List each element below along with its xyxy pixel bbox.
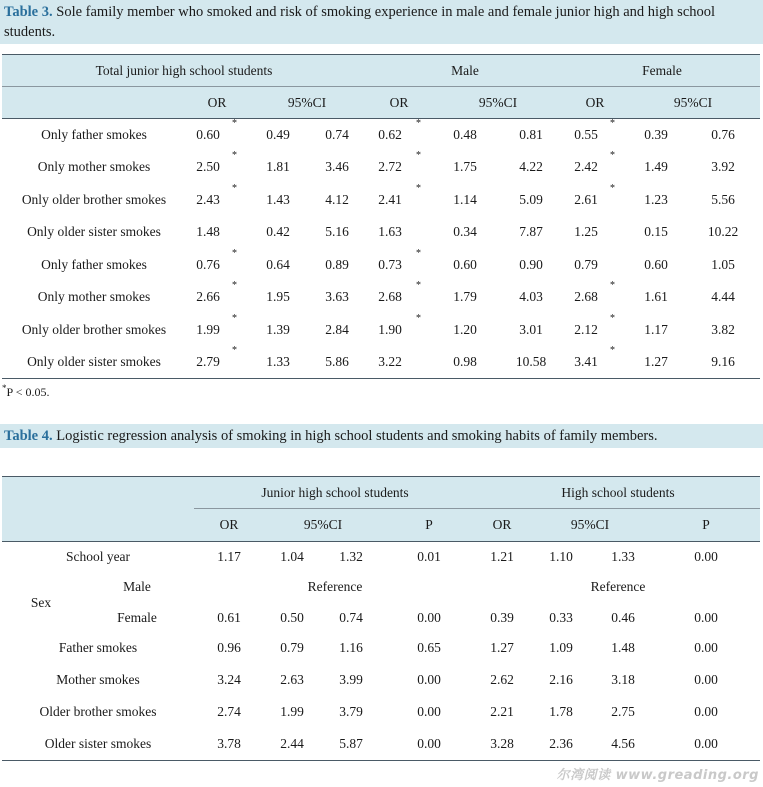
footnote-text: P < 0.05. [6, 385, 50, 399]
table-cell: 3.22 [366, 346, 414, 379]
table4-group-header [2, 477, 760, 509]
row-label: Father smokes [58, 640, 138, 656]
table-cell: 0.90 [519, 256, 543, 272]
significance-mark: * [232, 280, 237, 291]
table-cell: 4.56 [594, 728, 652, 760]
row-label: Only older brother smokes [21, 191, 167, 207]
table-cell: 2.62 [490, 671, 514, 687]
table-cell: 5.16 [325, 224, 349, 240]
table-row [2, 664, 760, 697]
table-cell: 0.42 [266, 224, 290, 240]
table3-column-header [2, 87, 760, 119]
table-row [2, 696, 760, 728]
table-cell: 1.17 [217, 549, 241, 564]
table4-caption-text: Logistic regression analysis of smoking in high school students and smoking habits of family members. [56, 428, 658, 444]
table-cell: 2.21 [490, 704, 514, 719]
significance-mark [608, 216, 626, 249]
table-cell: 1.95 [266, 289, 290, 305]
table4-label: Table 4. [4, 428, 53, 444]
table-cell: 0.39 [490, 609, 514, 625]
table-cell: 3.24 [217, 671, 241, 687]
row-label: Sex [30, 594, 52, 610]
table-cell: 0.61 [217, 609, 241, 625]
significance-mark [230, 216, 248, 249]
table3-group-header [2, 55, 760, 87]
table-cell: 1.33 [248, 346, 308, 379]
table-cell: 0.79 [574, 256, 598, 272]
table-row [2, 346, 760, 379]
table-cell: 2.12 [574, 321, 598, 337]
table-cell: 0.00 [417, 609, 441, 625]
table-cell: 2.75 [611, 704, 635, 719]
table4-col-or: OR [194, 509, 264, 542]
table-cell: 0.01 [417, 549, 441, 564]
significance-mark: * [610, 118, 615, 129]
table-cell: 0.76 [196, 256, 220, 272]
table-cell: 2.61 [574, 191, 598, 207]
table-cell: 0.00 [694, 609, 718, 625]
table-cell: 7.87 [519, 224, 543, 240]
table-cell: 9.16 [686, 346, 760, 379]
table-row [2, 216, 760, 249]
row-label: Only mother smokes [37, 159, 151, 175]
table-cell: 2.42 [574, 159, 598, 175]
significance-mark: * [232, 312, 237, 324]
table-cell: 1.75 [453, 159, 477, 175]
table-row [2, 314, 760, 347]
table3 [2, 54, 760, 379]
table-cell: 1.99 [280, 704, 304, 719]
table3-group-total: Total junior high school students [2, 55, 366, 87]
table-cell: 1.39 [266, 321, 290, 337]
table3-col-or: OR [186, 87, 248, 119]
reference-cell: Reference [590, 579, 646, 594]
table-cell: 3.78 [194, 728, 264, 760]
table-cell: 2.16 [549, 671, 573, 687]
table-cell: 1.48 [196, 224, 220, 240]
significance-mark: * [416, 280, 421, 291]
table-cell: 0.60 [644, 256, 668, 272]
table-cell: 0.50 [280, 609, 304, 625]
significance-mark: * [232, 150, 237, 161]
row-label: Older sister smokes [2, 728, 194, 760]
significance-mark: * [232, 118, 237, 129]
table4-col-p: P [382, 509, 476, 542]
significance-mark [414, 346, 432, 379]
table4 [2, 476, 760, 761]
table-cell: 0.00 [417, 704, 441, 719]
table-cell: 1.21 [490, 549, 514, 564]
table-cell: 0.64 [266, 256, 290, 272]
row-sublabel: Male [123, 579, 151, 594]
table-cell: 1.79 [453, 289, 477, 305]
table-cell: 3.28 [476, 728, 528, 760]
table-cell: 0.00 [417, 671, 441, 687]
table-cell: 0.46 [611, 609, 635, 625]
table-cell: 0.34 [453, 224, 477, 240]
significance-mark: * [232, 247, 237, 259]
table-cell: 0.60 [196, 127, 220, 142]
significance-mark: * [610, 182, 615, 194]
table-cell: 0.00 [694, 640, 718, 656]
table-row [2, 602, 760, 633]
table-cell: 0.81 [519, 127, 543, 142]
table-cell: 2.68 [574, 289, 598, 305]
table-cell: 5.86 [308, 346, 366, 379]
table3-col-or: OR [366, 87, 432, 119]
table-cell: 3.01 [519, 321, 543, 337]
table-cell: 4.03 [519, 289, 543, 305]
significance-mark: * [416, 118, 421, 129]
table3-col-ci: 95%CI [432, 87, 564, 119]
table-cell: 2.63 [280, 671, 304, 687]
table-cell: 2.36 [528, 728, 594, 760]
table-cell: 1.81 [266, 159, 290, 175]
table4-caption [0, 424, 763, 448]
table-row [2, 572, 760, 602]
table-cell: 10.58 [498, 346, 564, 379]
table-row [2, 184, 760, 217]
row-label: School year [65, 549, 131, 564]
table-cell: 0.00 [382, 728, 476, 760]
table-cell: 0.48 [453, 127, 477, 142]
table-cell: 3.99 [339, 671, 363, 687]
significance-mark: * [608, 346, 626, 379]
table-row [2, 119, 760, 152]
table3-caption-text: Sole family member who smoked and risk of smoking experience in male and female junior high and high school students. [4, 4, 716, 40]
table-cell: 0.00 [694, 671, 718, 687]
table-cell: 0.98 [432, 346, 498, 379]
table-cell: 0.89 [325, 256, 349, 272]
watermark: 尔湾阅读 www.greading.org [556, 768, 759, 783]
table-cell: 3.92 [711, 159, 735, 175]
significance-mark: * [416, 312, 421, 324]
table-cell: 0.00 [652, 728, 760, 760]
table-row [2, 728, 760, 760]
table-row [2, 249, 760, 282]
table-cell: 0.55 [574, 127, 598, 142]
table-cell: 1.23 [644, 191, 668, 207]
table-cell: 1.04 [280, 549, 304, 564]
table-cell: 2.84 [325, 321, 349, 337]
significance-mark: * [232, 182, 237, 194]
table-cell: 2.68 [378, 289, 402, 305]
table3-col-or: OR [564, 87, 626, 119]
table-cell: 1.17 [644, 321, 668, 337]
table-cell: 0.00 [694, 704, 718, 719]
table-cell: 1.16 [339, 640, 363, 656]
significance-mark: * [230, 346, 248, 379]
footnote-mark: * [2, 383, 7, 393]
row-label: Only older sister smokes [2, 346, 186, 379]
table-cell: 3.82 [711, 321, 735, 337]
table-cell: 4.12 [325, 191, 349, 207]
table-cell: 1.27 [626, 346, 686, 379]
table-cell: 0.65 [417, 640, 441, 656]
significance-mark: * [416, 182, 421, 194]
table-cell: 0.74 [325, 127, 349, 142]
table-cell: 5.87 [320, 728, 382, 760]
row-label: Older brother smokes [39, 704, 157, 719]
table-cell: 1.14 [453, 191, 477, 207]
table4-group-junior: Junior high school students [194, 477, 476, 509]
table-cell: 3.63 [325, 289, 349, 305]
significance-mark: * [416, 247, 421, 259]
table-cell: 4.44 [711, 289, 735, 305]
table-cell: 0.74 [339, 609, 363, 625]
table-cell: 0.39 [644, 127, 668, 142]
significance-mark: * [416, 150, 421, 161]
table3-footnote [2, 383, 50, 400]
table4-col-or: OR [476, 509, 528, 542]
table-cell: 2.41 [378, 191, 402, 207]
table-cell: 1.61 [644, 289, 668, 305]
reference-cell: Reference [307, 579, 363, 594]
table-cell: 2.66 [196, 289, 220, 305]
table4-col-p: P [652, 509, 760, 542]
table4-col-ci: 95%CI [264, 509, 382, 542]
table-cell: 3.41 [564, 346, 608, 379]
significance-mark [608, 249, 626, 282]
table4-col-ci: 95%CI [528, 509, 652, 542]
table4-column-header [2, 509, 760, 542]
table-cell: 1.33 [611, 549, 635, 564]
table-cell: 2.43 [196, 191, 220, 207]
significance-mark: * [610, 312, 615, 324]
table3-group-female: Female [564, 55, 760, 87]
table-cell: 2.74 [217, 704, 241, 719]
table-row [2, 281, 760, 314]
table-cell: 0.79 [280, 640, 304, 656]
table3-group-male: Male [366, 55, 564, 87]
table-cell: 1.05 [711, 256, 735, 272]
table-cell: 3.46 [325, 159, 349, 175]
table-cell: 0.15 [644, 224, 668, 240]
row-label: Only older brother smokes [21, 321, 167, 337]
table3-col-ci: 95%CI [248, 87, 366, 119]
significance-mark: * [610, 280, 615, 291]
significance-mark: * [610, 150, 615, 161]
table-cell: 0.00 [694, 549, 718, 564]
row-label: Only older sister smokes [27, 224, 161, 240]
row-label: Only father smokes [41, 256, 147, 272]
table-row [2, 151, 760, 184]
table-cell: 1.09 [549, 640, 573, 656]
row-label: Only mother smokes [37, 289, 151, 305]
row-sublabel: Female [117, 609, 157, 625]
table-cell: 5.09 [519, 191, 543, 207]
table-cell: 1.10 [549, 549, 573, 564]
table-cell: 1.43 [266, 191, 290, 207]
table-cell: 1.27 [490, 640, 514, 656]
table-cell: 1.49 [644, 159, 668, 175]
significance-mark [414, 216, 432, 249]
table-cell: 1.63 [378, 224, 402, 240]
table-cell: 1.20 [453, 321, 477, 337]
table-cell: 0.60 [453, 256, 477, 272]
row-label: Only father smokes [41, 127, 147, 142]
table-cell: 0.49 [266, 127, 290, 142]
table-row [2, 542, 760, 573]
table-cell: 1.25 [574, 224, 598, 240]
table3-caption [0, 0, 763, 44]
table-row [2, 633, 760, 664]
table-cell: 3.79 [339, 704, 363, 719]
table4-group-high: High school students [476, 477, 760, 509]
table-cell: 2.72 [378, 159, 402, 175]
table-cell: 1.32 [339, 549, 363, 564]
table3-col-ci: 95%CI [626, 87, 760, 119]
table-cell: 0.73 [378, 256, 402, 272]
row-label: Mother smokes [56, 671, 140, 687]
table-cell: 1.90 [378, 321, 402, 337]
table-cell: 1.48 [611, 640, 635, 656]
table-cell: 10.22 [707, 224, 739, 240]
table3-label: Table 3. [4, 4, 53, 20]
table-cell: 0.62 [378, 127, 402, 142]
table-cell: 2.50 [196, 159, 220, 175]
table-cell: 2.44 [264, 728, 320, 760]
table-cell: 0.96 [217, 640, 241, 656]
table-cell: 2.79 [186, 346, 230, 379]
table-cell: 0.76 [711, 127, 735, 142]
table-cell: 4.22 [519, 159, 543, 175]
table-cell: 3.18 [611, 671, 635, 687]
table-cell: 0.33 [549, 609, 573, 625]
table-cell: 1.99 [196, 321, 220, 337]
table-cell: 1.78 [549, 704, 573, 719]
table-cell: 5.56 [711, 191, 735, 207]
